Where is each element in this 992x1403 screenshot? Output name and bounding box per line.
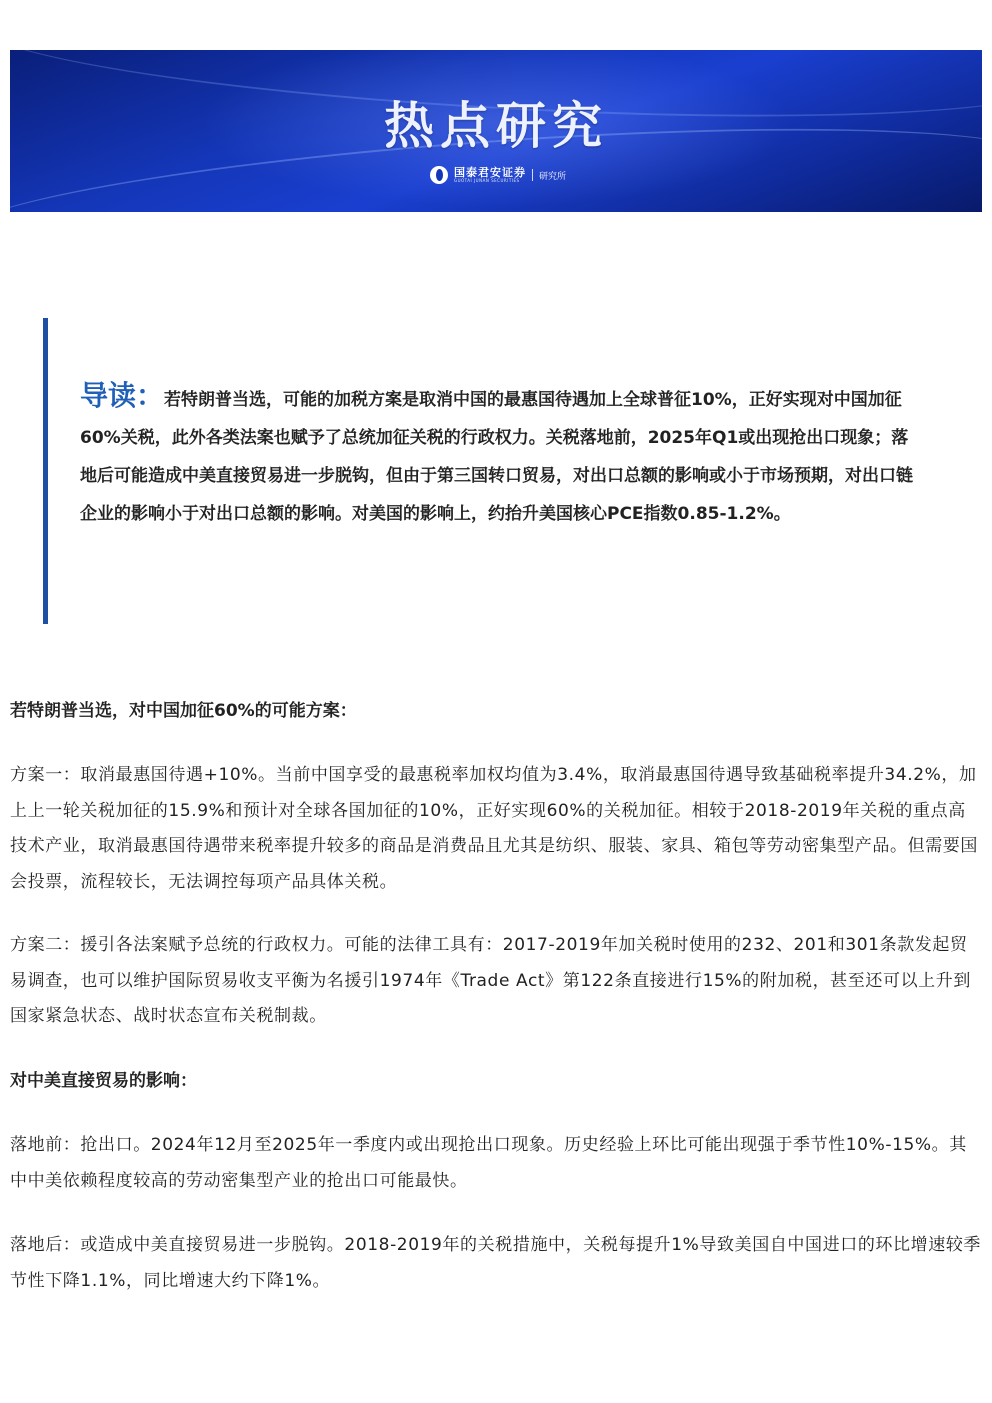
brand-name-cn: 国泰君安证券 [454,166,526,179]
intro-text: 若特朗普当选，可能的加税方案是取消中国的最惠国待遇加上全球普征10%，正好实现对中国加征60%关税，此外各类法案也赋予了总统加征关税的行政权力。关税落地前，2025年Q1或出现抢出口现象；落地后可能造成中美直接贸易进一步脱钩，但由于第三国转口贸易，对出口总额的影响或小于市场预期，对出口链企业的影响小于对出口总额的影响。对美国的影响上，约抬升美国核心PCE指数0.85-1.2%。 [80,390,913,524]
header-banner [10,50,982,212]
plan-two-paragraph: 方案二：援引各法案赋予总统的行政权力。可能的法律工具有：2017-2019年加关税时使用的232、201和301条款发起贸易调查，也可以维护国际贸易收支平衡为名援引1974年《Trade Act》第122条直接进行15%的附加税，甚至还可以上升到国家紧急状态、战时状态宣布关税制裁。 [10,935,971,1026]
section-heading-impact: 对中美直接贸易的影响： [10,1071,197,1091]
plan-one-paragraph: 方案一：取消最惠国待遇+10%。当前中国享受的最惠税率加权均值为3.4%，取消最惠国待遇导致基础税率提升34.2%，加上上一轮关税加征的15.9%和预计对全球各国加征的10%，正好实现60%的关税加征。相较于2018-2019年关税的重点高技术产业，取消最惠国待遇带来税率提升较多的商品是消费品且尤其是纺织、服装、家具、箱包等劳动密集型产品。但需要国会投票，流程较长，无法调控每项产品具体关税。 [10,765,978,892]
before-landing-paragraph: 落地前：抢出口。2024年12月至2025年一季度内或出现抢出口现象。历史经验上环比可能出现强于季节性10%-15%。其中中美依赖程度较高的劳动密集型产业的抢出口可能最快。 [10,1135,967,1191]
brand-name-en: GUOTAI JUNAN SECURITIES [454,178,520,183]
brand-logo [430,166,566,184]
intro-accent-bar [43,318,48,624]
intro-paragraph [80,377,925,533]
banner-title: 热点研究 [384,96,608,155]
section-heading-plans: 若特朗普当选，对中国加征60%的可能方案： [10,701,357,721]
intro-label: 导读： [80,379,165,412]
brand-emblem-icon [430,166,448,184]
after-landing-paragraph: 落地后：或造成中美直接贸易进一步脱钩。2018-2019年的关税措施中，关税每提升1%导致美国自中国进口的环比增速较季节性下降1.1%，同比增速大约下降1%。 [10,1235,982,1291]
brand-name [454,167,526,183]
brand-department: 研究所 [539,171,567,182]
brand-divider [532,169,533,181]
